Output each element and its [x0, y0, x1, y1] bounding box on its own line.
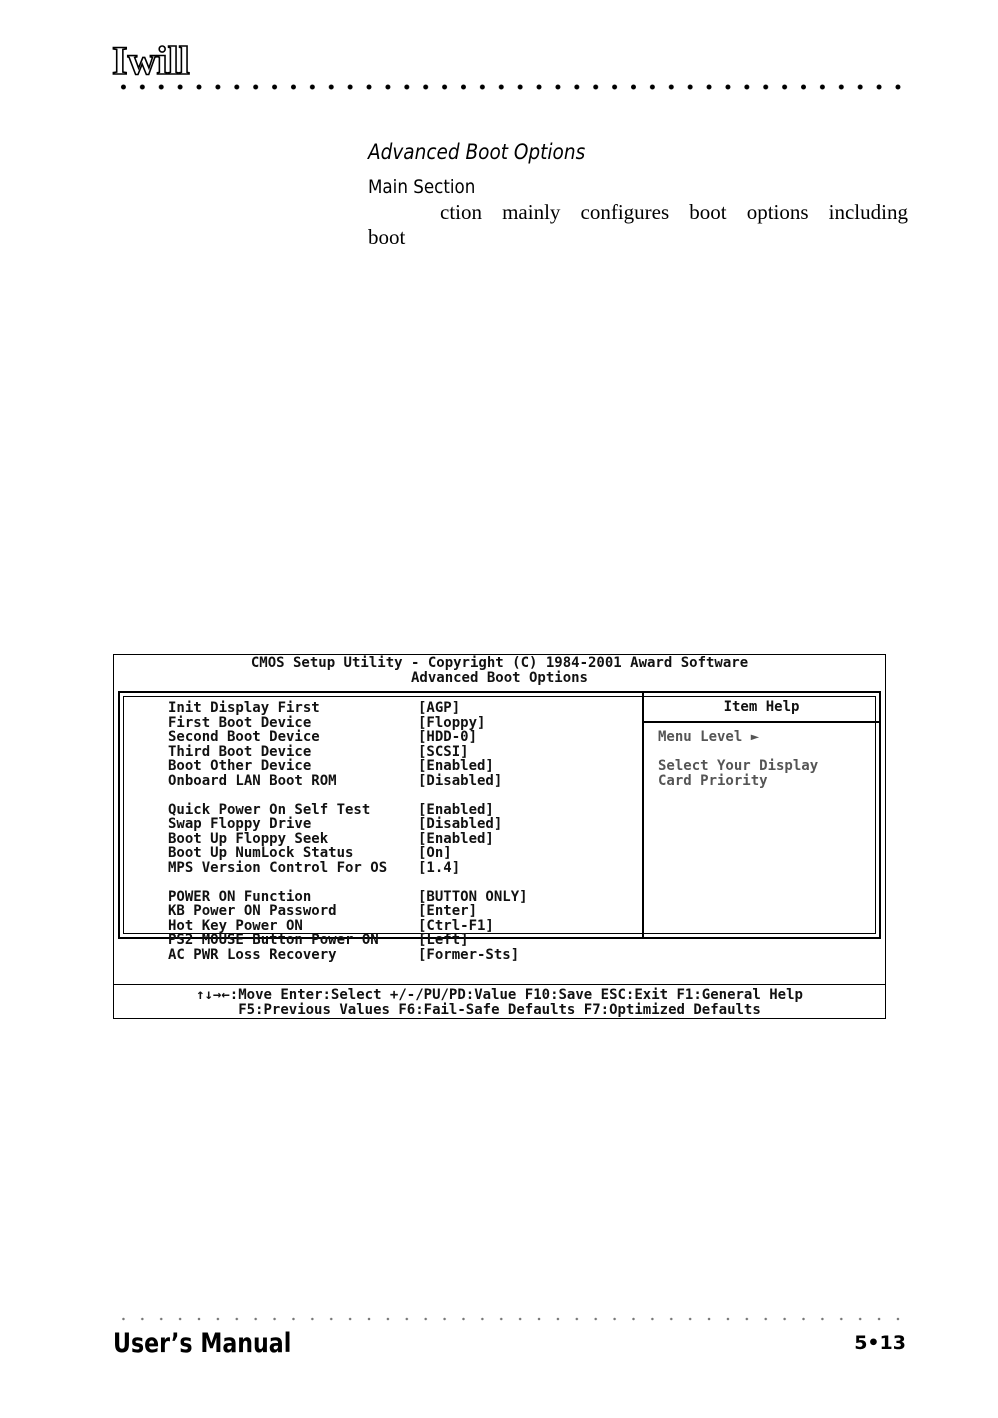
section-title: Advanced Boot Options — [368, 140, 586, 164]
setting-quick-power-on-self-test[interactable]: Quick Power On Self Test [Enabled] — [168, 801, 494, 818]
bios-main-frame — [118, 691, 881, 963]
setting-second-boot-device[interactable]: Second Boot Device [HDD-0] — [168, 729, 478, 745]
svg-text:Iwill: Iwill — [112, 38, 190, 80]
key-legend-line: F5:Previous Values F6:Fail-Safe Defaults F7:Optimized Defaults — [238, 1002, 761, 1018]
top-dotted-rule — [114, 80, 909, 94]
section-subtitle: Main Section — [368, 176, 476, 198]
para-line: boot — [368, 225, 406, 249]
bios-settings-list — [168, 701, 528, 962]
key-legend-line: ↑↓→←:Move Enter:Select +/-/PU/PD:Value F10:Save ESC:Exit F1:General Help — [196, 987, 803, 1003]
bios-title: CMOS Setup Utility - Copyright (C) 1984-2001 Award Software — [250, 655, 749, 671]
help-text: Select Your Display — [658, 758, 819, 774]
bios-menu-title: Advanced Boot Options — [410, 670, 588, 686]
bios-screenshot — [113, 654, 886, 1019]
setting-power-on-function[interactable]: POWER ON Function [BUTTON ONLY] — [168, 888, 528, 905]
setting-boot-up-numlock-status[interactable]: Boot Up NumLock Status [On] — [168, 845, 452, 861]
help-text: Card Priority — [658, 772, 768, 789]
para-word: mainly — [502, 200, 561, 224]
bios-key-legend — [114, 988, 885, 1018]
item-help-body — [658, 730, 818, 788]
item-help-title: Item Help — [723, 699, 800, 715]
iwill-logo — [112, 36, 192, 80]
para-word: options — [746, 200, 809, 224]
para-word: including — [828, 200, 908, 224]
bottom-dotted-rule — [114, 1315, 909, 1323]
setting-first-boot-device[interactable]: First Boot Device [Floppy] — [168, 714, 486, 731]
setting-init-display-first[interactable]: Init Display First [AGP] — [168, 700, 461, 716]
setting-boot-other-device[interactable]: Boot Other Device [Enabled] — [168, 758, 494, 774]
setting-kb-power-on-password[interactable]: KB Power ON Password [Enter] — [168, 903, 478, 919]
para-word: boot — [689, 200, 727, 224]
para-word: configures — [580, 200, 670, 224]
setting-hot-key-power-on[interactable]: Hot Key Power ON [Ctrl-F1] — [168, 917, 494, 934]
setting-swap-floppy-drive[interactable]: Swap Floppy Drive [Disabled] — [168, 816, 503, 832]
setting-onboard-lan-boot-rom[interactable]: Onboard LAN Boot ROM [Disabled] — [168, 772, 503, 789]
setting-third-boot-device[interactable]: Third Boot Device [SCSI] — [168, 743, 469, 760]
setting-ps2-mouse-button-power-on[interactable]: PS2 MOUSE Button Power ON [Left] — [168, 932, 469, 948]
setting-mps-version-control[interactable]: MPS Version Control For OS [1.4] — [168, 859, 461, 876]
bios-header — [114, 656, 885, 686]
page-number: 5•13 — [854, 1332, 906, 1354]
para-word: ction — [440, 200, 482, 224]
menu-level: Menu Level ► — [658, 729, 760, 745]
setting-ac-pwr-loss-recovery[interactable]: AC PWR Loss Recovery [Former-Sts] — [168, 946, 520, 963]
manual-title: User’s Manual — [113, 1328, 292, 1359]
section-paragraph — [368, 200, 908, 250]
setting-boot-up-floppy-seek[interactable]: Boot Up Floppy Seek [Enabled] — [168, 830, 494, 847]
